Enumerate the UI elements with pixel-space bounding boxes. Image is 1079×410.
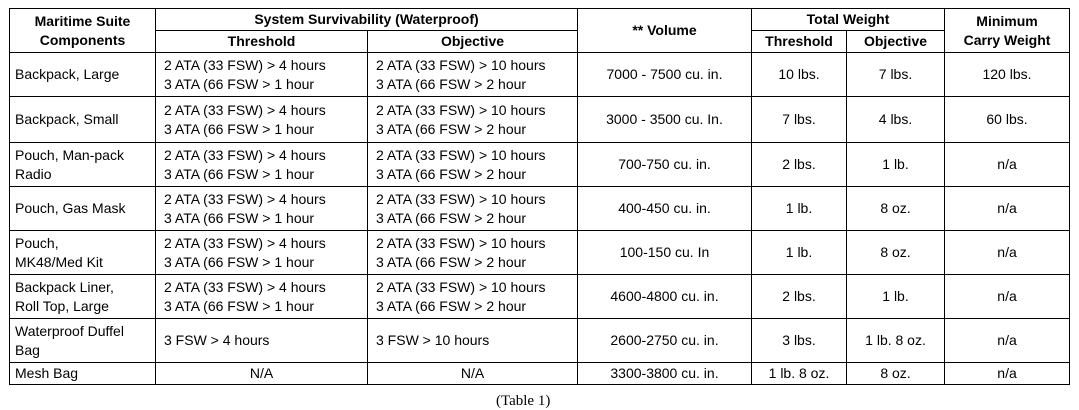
component-cell-line: MK48/Med Kit bbox=[15, 253, 103, 270]
header-components bbox=[10, 9, 156, 53]
objective-cell bbox=[368, 231, 578, 275]
threshold-cell-line: 3 ATA (66 FSW > 1 hour bbox=[164, 75, 315, 92]
header-volume: ** Volume bbox=[578, 9, 752, 53]
component-cell-line: Pouch, Gas Mask bbox=[15, 200, 126, 216]
objective-cell-line: 3 ATA (66 FSW > 2 hour bbox=[376, 75, 527, 92]
volume-cell: 700-750 cu. in. bbox=[578, 143, 752, 187]
component-cell-line: Roll Top, Large bbox=[15, 297, 109, 314]
threshold-cell-line: 2 ATA (33 FSW) > 4 hours bbox=[164, 190, 326, 207]
objective-cell-line: 3 ATA (66 FSW > 2 hour bbox=[376, 120, 527, 137]
header-objective: Objective bbox=[368, 31, 578, 53]
objective-cell-line: 3 ATA (66 FSW > 2 hour bbox=[376, 165, 527, 182]
volume-cell: 7000 - 7500 cu. in. bbox=[578, 53, 752, 97]
min-carry-cell: n/a bbox=[945, 231, 1070, 275]
table-row bbox=[10, 231, 1070, 275]
table-header bbox=[10, 9, 1070, 53]
min-carry-cell: n/a bbox=[945, 319, 1070, 363]
weight-threshold-cell: 10 lbs. bbox=[752, 53, 847, 97]
objective-cell bbox=[368, 97, 578, 143]
objective-cell-line: 2 ATA (33 FSW) > 10 hours bbox=[376, 234, 546, 251]
min-carry-cell: 60 lbs. bbox=[945, 97, 1070, 143]
weight-objective-cell: 1 lb. 8 oz. bbox=[847, 319, 945, 363]
weight-objective-cell: 8 oz. bbox=[847, 231, 945, 275]
objective-cell bbox=[368, 187, 578, 231]
component-cell bbox=[10, 231, 156, 275]
objective-cell bbox=[368, 275, 578, 319]
weight-threshold-cell: 1 lb. 8 oz. bbox=[752, 363, 847, 385]
table-row bbox=[10, 143, 1070, 187]
header-min-carry-line: Minimum bbox=[976, 12, 1038, 29]
threshold-cell-line: 3 ATA (66 FSW > 1 hour bbox=[164, 253, 315, 270]
component-cell bbox=[10, 187, 156, 231]
table-row bbox=[10, 363, 1070, 385]
weight-threshold-cell: 2 lbs. bbox=[752, 143, 847, 187]
weight-threshold-cell: 1 lb. bbox=[752, 187, 847, 231]
weight-threshold-cell: 1 lb. bbox=[752, 231, 847, 275]
threshold-cell-line: 3 ATA (66 FSW > 1 hour bbox=[164, 165, 315, 182]
min-carry-cell: n/a bbox=[945, 363, 1070, 385]
component-cell bbox=[10, 363, 156, 385]
weight-objective-cell: 8 oz. bbox=[847, 363, 945, 385]
threshold-cell bbox=[156, 187, 368, 231]
header-survivability: System Survivability (Waterproof) bbox=[156, 9, 578, 31]
threshold-cell-line: 2 ATA (33 FSW) > 4 hours bbox=[164, 56, 326, 73]
header-threshold: Threshold bbox=[156, 31, 368, 53]
component-cell bbox=[10, 97, 156, 143]
component-cell-line: Backpack, Small bbox=[15, 111, 119, 127]
header-components-line: Maritime Suite bbox=[34, 12, 131, 29]
threshold-cell bbox=[156, 319, 368, 363]
volume-cell: 400-450 cu. in. bbox=[578, 187, 752, 231]
weight-objective-cell: 8 oz. bbox=[847, 187, 945, 231]
threshold-cell bbox=[156, 97, 368, 143]
component-cell-line: Bag bbox=[15, 341, 40, 358]
table-row bbox=[10, 53, 1070, 97]
component-cell-line: Waterproof Duffel bbox=[15, 322, 124, 339]
objective-cell-line: 2 ATA (33 FSW) > 10 hours bbox=[376, 278, 546, 295]
weight-objective-cell: 1 lb. bbox=[847, 143, 945, 187]
component-cell-line: Mesh Bag bbox=[15, 365, 79, 381]
header-weight-threshold: Threshold bbox=[752, 31, 847, 53]
volume-cell: 2600-2750 cu. in. bbox=[578, 319, 752, 363]
objective-cell-line: 3 ATA (66 FSW > 2 hour bbox=[376, 209, 527, 226]
objective-cell-line: 2 ATA (33 FSW) > 10 hours bbox=[376, 190, 546, 207]
threshold-cell-line: N/A bbox=[249, 365, 274, 381]
table-row bbox=[10, 187, 1070, 231]
component-cell-line: Radio bbox=[15, 165, 52, 182]
volume-cell: 3000 - 3500 cu. In. bbox=[578, 97, 752, 143]
min-carry-cell: n/a bbox=[945, 187, 1070, 231]
header-weight-objective: Objective bbox=[847, 31, 945, 53]
threshold-cell-line: 2 ATA (33 FSW) > 4 hours bbox=[164, 146, 326, 163]
table-row bbox=[10, 319, 1070, 363]
component-cell bbox=[10, 275, 156, 319]
threshold-cell-line: 3 ATA (66 FSW > 1 hour bbox=[164, 209, 315, 226]
volume-cell: 3300-3800 cu. in. bbox=[578, 363, 752, 385]
table-body bbox=[10, 53, 1070, 385]
objective-cell bbox=[368, 319, 578, 363]
threshold-cell bbox=[156, 275, 368, 319]
weight-threshold-cell: 3 lbs. bbox=[752, 319, 847, 363]
objective-cell-line: 3 ATA (66 FSW > 2 hour bbox=[376, 253, 527, 270]
table-row bbox=[10, 275, 1070, 319]
table-row bbox=[10, 97, 1070, 143]
volume-cell: 100-150 cu. In bbox=[578, 231, 752, 275]
threshold-cell bbox=[156, 53, 368, 97]
min-carry-cell: 120 lbs. bbox=[945, 53, 1070, 97]
maritime-suite-table bbox=[9, 8, 1070, 385]
component-cell-line: Pouch, bbox=[15, 234, 59, 251]
threshold-cell-line: 3 FSW > 4 hours bbox=[164, 332, 270, 348]
threshold-cell-line: 2 ATA (33 FSW) > 4 hours bbox=[164, 101, 326, 118]
min-carry-cell: n/a bbox=[945, 143, 1070, 187]
weight-objective-cell: 7 lbs. bbox=[847, 53, 945, 97]
objective-cell-line: 3 ATA (66 FSW > 2 hour bbox=[376, 297, 527, 314]
component-cell bbox=[10, 319, 156, 363]
header-min-carry bbox=[945, 9, 1070, 53]
threshold-cell bbox=[156, 231, 368, 275]
objective-cell-line: 2 ATA (33 FSW) > 10 hours bbox=[376, 56, 546, 73]
table-caption: (Table 1) bbox=[496, 393, 551, 409]
threshold-cell-line: 3 ATA (66 FSW > 1 hour bbox=[164, 297, 315, 314]
threshold-cell-line: 2 ATA (33 FSW) > 4 hours bbox=[164, 278, 326, 295]
objective-cell-line: 2 ATA (33 FSW) > 10 hours bbox=[376, 146, 546, 163]
weight-objective-cell: 1 lb. bbox=[847, 275, 945, 319]
weight-threshold-cell: 7 lbs. bbox=[752, 97, 847, 143]
objective-cell bbox=[368, 53, 578, 97]
header-min-carry-line: Carry Weight bbox=[963, 31, 1051, 48]
header-total-weight: Total Weight bbox=[752, 9, 945, 31]
threshold-cell bbox=[156, 363, 368, 385]
component-cell-line: Backpack, Large bbox=[15, 66, 120, 82]
component-cell-line: Backpack Liner, bbox=[15, 278, 114, 295]
weight-threshold-cell: 2 lbs. bbox=[752, 275, 847, 319]
objective-cell bbox=[368, 363, 578, 385]
objective-cell bbox=[368, 143, 578, 187]
threshold-cell bbox=[156, 143, 368, 187]
objective-cell-line: 3 FSW > 10 hours bbox=[376, 332, 490, 348]
threshold-cell-line: 3 ATA (66 FSW > 1 hour bbox=[164, 120, 315, 137]
component-cell bbox=[10, 143, 156, 187]
component-cell bbox=[10, 53, 156, 97]
threshold-cell-line: 2 ATA (33 FSW) > 4 hours bbox=[164, 234, 326, 251]
header-components-line: Components bbox=[39, 31, 126, 48]
min-carry-cell: n/a bbox=[945, 275, 1070, 319]
volume-cell: 4600-4800 cu. in. bbox=[578, 275, 752, 319]
objective-cell-line: 2 ATA (33 FSW) > 10 hours bbox=[376, 101, 546, 118]
component-cell-line: Pouch, Man-pack bbox=[15, 146, 124, 163]
weight-objective-cell: 4 lbs. bbox=[847, 97, 945, 143]
objective-cell-line: N/A bbox=[460, 365, 485, 381]
